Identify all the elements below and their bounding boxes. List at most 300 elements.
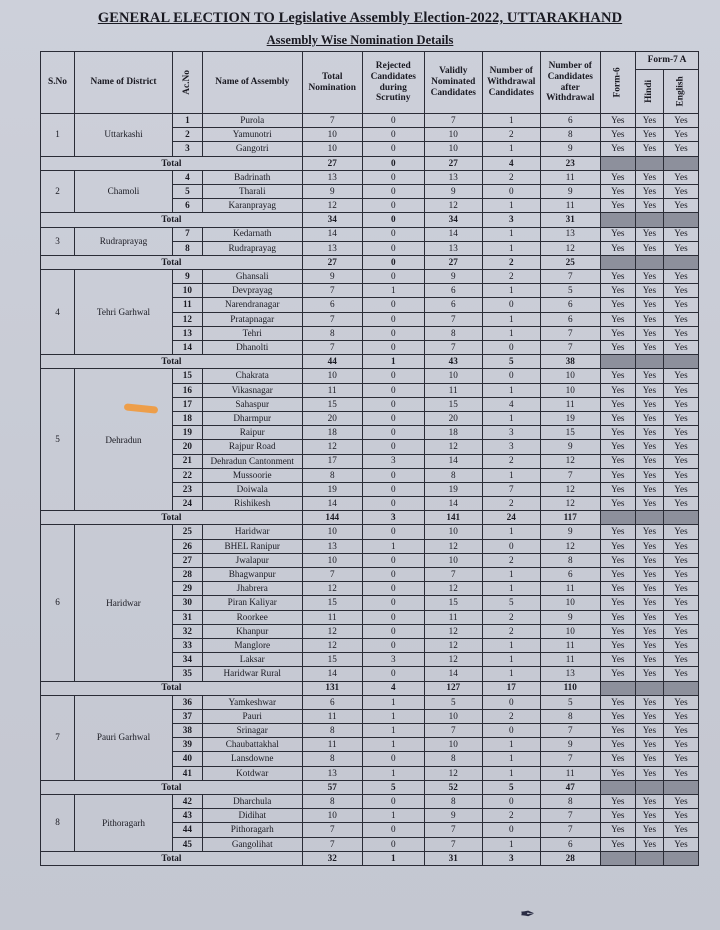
total-rejected: 1 [362, 851, 424, 865]
total-withdrawal: 4 [482, 156, 540, 170]
cell-total-nomination: 13 [302, 539, 362, 553]
cell-rejected: 1 [362, 539, 424, 553]
cell-assembly-name: Gangotri [202, 142, 302, 156]
cell-acno: 8 [173, 241, 203, 255]
header-hindi: Hindi [635, 70, 663, 114]
cell-assembly-name: Doiwala [202, 482, 302, 496]
cell-form7a-english: Yes [663, 426, 698, 440]
cell-assembly-name: Jwalapur [202, 553, 302, 567]
total-withdrawal: 24 [482, 511, 540, 525]
cell-after-withdrawal: 8 [540, 128, 600, 142]
shaded-cell [663, 851, 698, 865]
cell-acno: 31 [173, 610, 203, 624]
cell-form7a-hindi: Yes [635, 241, 663, 255]
cell-form7a-english: Yes [663, 454, 698, 468]
cell-assembly-name: Dhanolti [202, 341, 302, 355]
cell-form7a-hindi: Yes [635, 582, 663, 596]
cell-rejected: 0 [362, 568, 424, 582]
cell-total-nomination: 15 [302, 596, 362, 610]
cell-form7a-english: Yes [663, 667, 698, 681]
cell-withdrawal: 2 [482, 610, 540, 624]
cell-acno: 3 [173, 142, 203, 156]
cell-valid: 9 [424, 184, 482, 198]
cell-acno: 18 [173, 411, 203, 425]
cell-form6: Yes [600, 766, 635, 780]
cell-rejected: 0 [362, 823, 424, 837]
cell-acno: 25 [173, 525, 203, 539]
cell-acno: 41 [173, 766, 203, 780]
cell-assembly-name: Dharchula [202, 795, 302, 809]
cell-rejected: 0 [362, 326, 424, 340]
cell-assembly-name: Tehri [202, 326, 302, 340]
header-valid: Validly Nominated Candidates [424, 52, 482, 114]
cell-form7a-hindi: Yes [635, 525, 663, 539]
cell-form7a-english: Yes [663, 582, 698, 596]
cell-form6: Yes [600, 199, 635, 213]
cell-assembly-name: Pauri [202, 709, 302, 723]
cell-form7a-hindi: Yes [635, 227, 663, 241]
cell-form6: Yes [600, 369, 635, 383]
cell-acno: 1 [173, 114, 203, 128]
cell-form7a-hindi: Yes [635, 341, 663, 355]
cell-form7a-english: Yes [663, 114, 698, 128]
cell-rejected: 3 [362, 653, 424, 667]
cell-form7a-hindi: Yes [635, 369, 663, 383]
cell-form7a-english: Yes [663, 795, 698, 809]
district-name: Rudraprayag [75, 227, 173, 255]
cell-form6: Yes [600, 724, 635, 738]
cell-withdrawal: 1 [482, 326, 540, 340]
cell-withdrawal: 2 [482, 709, 540, 723]
cell-form7a-hindi: Yes [635, 738, 663, 752]
cell-withdrawal: 2 [482, 454, 540, 468]
total-total-nomination: 44 [302, 355, 362, 369]
cell-form6: Yes [600, 653, 635, 667]
cell-withdrawal: 1 [482, 752, 540, 766]
total-label: Total [41, 681, 303, 695]
cell-form6: Yes [600, 270, 635, 284]
cell-assembly-name: Didihat [202, 809, 302, 823]
cell-total-nomination: 15 [302, 653, 362, 667]
cell-withdrawal: 0 [482, 539, 540, 553]
shaded-cell [663, 355, 698, 369]
cell-form7a-english: Yes [663, 341, 698, 355]
cell-total-nomination: 11 [302, 610, 362, 624]
cell-total-nomination: 14 [302, 667, 362, 681]
cell-rejected: 1 [362, 738, 424, 752]
cell-acno: 44 [173, 823, 203, 837]
cell-form7a-hindi: Yes [635, 482, 663, 496]
cell-form7a-english: Yes [663, 653, 698, 667]
cell-valid: 14 [424, 667, 482, 681]
cell-withdrawal: 2 [482, 270, 540, 284]
cell-withdrawal: 1 [482, 582, 540, 596]
total-withdrawal: 3 [482, 213, 540, 227]
cell-valid: 15 [424, 397, 482, 411]
cell-assembly-name: Khanpur [202, 624, 302, 638]
shaded-cell [635, 681, 663, 695]
total-valid: 141 [424, 511, 482, 525]
cell-withdrawal: 1 [482, 312, 540, 326]
cell-valid: 10 [424, 142, 482, 156]
district-sno: 1 [41, 114, 75, 157]
cell-form7a-english: Yes [663, 170, 698, 184]
cell-form7a-hindi: Yes [635, 766, 663, 780]
cell-rejected: 0 [362, 752, 424, 766]
cell-after-withdrawal: 12 [540, 539, 600, 553]
cell-form7a-hindi: Yes [635, 553, 663, 567]
cell-valid: 13 [424, 170, 482, 184]
cell-form7a-hindi: Yes [635, 326, 663, 340]
cell-rejected: 0 [362, 341, 424, 355]
cell-valid: 11 [424, 610, 482, 624]
shaded-cell [635, 156, 663, 170]
cell-acno: 17 [173, 397, 203, 411]
cell-form6: Yes [600, 440, 635, 454]
cell-form7a-hindi: Yes [635, 383, 663, 397]
cell-form7a-english: Yes [663, 369, 698, 383]
total-rejected: 0 [362, 156, 424, 170]
cell-after-withdrawal: 7 [540, 724, 600, 738]
total-rejected: 0 [362, 255, 424, 269]
shaded-cell [635, 851, 663, 865]
cell-after-withdrawal: 10 [540, 383, 600, 397]
cell-assembly-name: Roorkee [202, 610, 302, 624]
cell-form7a-hindi: Yes [635, 667, 663, 681]
cell-rejected: 0 [362, 582, 424, 596]
cell-total-nomination: 9 [302, 184, 362, 198]
cell-assembly-name: Rudraprayag [202, 241, 302, 255]
district-sno: 8 [41, 795, 75, 852]
cell-form7a-hindi: Yes [635, 170, 663, 184]
cell-assembly-name: Lansdowne [202, 752, 302, 766]
cell-acno: 12 [173, 312, 203, 326]
total-total-nomination: 57 [302, 780, 362, 794]
total-after-withdrawal: 47 [540, 780, 600, 794]
cell-acno: 23 [173, 482, 203, 496]
cell-acno: 45 [173, 837, 203, 851]
cell-rejected: 0 [362, 298, 424, 312]
cell-acno: 4 [173, 170, 203, 184]
cell-withdrawal: 0 [482, 369, 540, 383]
table-row [41, 170, 699, 184]
cell-acno: 11 [173, 298, 203, 312]
cell-valid: 10 [424, 738, 482, 752]
cell-withdrawal: 0 [482, 184, 540, 198]
cell-form7a-hindi: Yes [635, 128, 663, 142]
cell-form7a-hindi: Yes [635, 709, 663, 723]
shaded-cell [663, 681, 698, 695]
shaded-cell [663, 511, 698, 525]
cell-form6: Yes [600, 241, 635, 255]
total-valid: 27 [424, 156, 482, 170]
cell-form7a-english: Yes [663, 440, 698, 454]
table-body [41, 114, 699, 866]
cell-valid: 10 [424, 525, 482, 539]
total-label: Total [41, 511, 303, 525]
cell-acno: 34 [173, 653, 203, 667]
cell-assembly-name: Yamkeshwar [202, 695, 302, 709]
cell-after-withdrawal: 7 [540, 326, 600, 340]
cell-valid: 8 [424, 326, 482, 340]
cell-form7a-english: Yes [663, 553, 698, 567]
cell-valid: 10 [424, 553, 482, 567]
cell-after-withdrawal: 12 [540, 454, 600, 468]
cell-assembly-name: Laksar [202, 653, 302, 667]
cell-withdrawal: 3 [482, 440, 540, 454]
cell-rejected: 0 [362, 624, 424, 638]
cell-after-withdrawal: 13 [540, 667, 600, 681]
cell-valid: 11 [424, 383, 482, 397]
cell-after-withdrawal: 9 [540, 142, 600, 156]
cell-assembly-name: Piran Kaliyar [202, 596, 302, 610]
cell-after-withdrawal: 6 [540, 837, 600, 851]
cell-acno: 6 [173, 199, 203, 213]
cell-assembly-name: Karanprayag [202, 199, 302, 213]
shaded-cell [635, 213, 663, 227]
cell-form7a-hindi: Yes [635, 638, 663, 652]
header-form7a: Form-7 A [635, 52, 698, 70]
cell-form7a-english: Yes [663, 199, 698, 213]
cell-form7a-english: Yes [663, 738, 698, 752]
shaded-cell [600, 681, 635, 695]
cell-after-withdrawal: 7 [540, 809, 600, 823]
cell-total-nomination: 17 [302, 454, 362, 468]
cell-assembly-name: Chakrata [202, 369, 302, 383]
cell-withdrawal: 2 [482, 624, 540, 638]
cell-total-nomination: 7 [302, 568, 362, 582]
cell-form7a-hindi: Yes [635, 454, 663, 468]
total-label: Total [41, 780, 303, 794]
total-after-withdrawal: 117 [540, 511, 600, 525]
cell-form7a-english: Yes [663, 326, 698, 340]
cell-acno: 2 [173, 128, 203, 142]
cell-rejected: 0 [362, 638, 424, 652]
cell-total-nomination: 10 [302, 369, 362, 383]
cell-total-nomination: 12 [302, 440, 362, 454]
header-total-nomination: Total Nomination [302, 52, 362, 114]
cell-acno: 43 [173, 809, 203, 823]
district-sno: 3 [41, 227, 75, 255]
cell-assembly-name: Mussoorie [202, 468, 302, 482]
cell-valid: 7 [424, 823, 482, 837]
total-valid: 27 [424, 255, 482, 269]
shaded-cell [600, 156, 635, 170]
cell-after-withdrawal: 7 [540, 468, 600, 482]
district-sno: 5 [41, 369, 75, 511]
total-label: Total [41, 255, 303, 269]
header-sno: S.No [41, 52, 75, 114]
cell-rejected: 1 [362, 809, 424, 823]
cell-assembly-name: Kedarnath [202, 227, 302, 241]
cell-after-withdrawal: 15 [540, 426, 600, 440]
cell-assembly-name: Pithoragarh [202, 823, 302, 837]
cell-rejected: 0 [362, 667, 424, 681]
cell-valid: 12 [424, 624, 482, 638]
cell-form6: Yes [600, 823, 635, 837]
cell-valid: 7 [424, 341, 482, 355]
cell-rejected: 0 [362, 397, 424, 411]
cell-form7a-english: Yes [663, 482, 698, 496]
cell-assembly-name: Kotdwar [202, 766, 302, 780]
cell-form7a-english: Yes [663, 142, 698, 156]
total-total-nomination: 27 [302, 255, 362, 269]
total-withdrawal: 5 [482, 780, 540, 794]
cell-form6: Yes [600, 411, 635, 425]
total-valid: 31 [424, 851, 482, 865]
cell-rejected: 0 [362, 369, 424, 383]
cell-rejected: 1 [362, 724, 424, 738]
cell-after-withdrawal: 7 [540, 341, 600, 355]
cell-valid: 12 [424, 766, 482, 780]
cell-form6: Yes [600, 610, 635, 624]
cell-valid: 10 [424, 369, 482, 383]
cell-form7a-english: Yes [663, 568, 698, 582]
cell-form7a-english: Yes [663, 539, 698, 553]
cell-rejected: 0 [362, 497, 424, 511]
cell-form6: Yes [600, 553, 635, 567]
cell-form6: Yes [600, 482, 635, 496]
cell-after-withdrawal: 8 [540, 795, 600, 809]
cell-total-nomination: 9 [302, 270, 362, 284]
cell-total-nomination: 14 [302, 227, 362, 241]
cell-withdrawal: 1 [482, 525, 540, 539]
cell-total-nomination: 12 [302, 638, 362, 652]
cell-form6: Yes [600, 142, 635, 156]
cell-withdrawal: 0 [482, 341, 540, 355]
cell-valid: 14 [424, 227, 482, 241]
cell-after-withdrawal: 7 [540, 752, 600, 766]
cell-after-withdrawal: 6 [540, 312, 600, 326]
cell-form6: Yes [600, 341, 635, 355]
cell-after-withdrawal: 9 [540, 738, 600, 752]
cell-form6: Yes [600, 227, 635, 241]
cell-withdrawal: 0 [482, 724, 540, 738]
cell-form7a-english: Yes [663, 184, 698, 198]
cell-withdrawal: 0 [482, 795, 540, 809]
cell-total-nomination: 10 [302, 809, 362, 823]
cell-withdrawal: 1 [482, 766, 540, 780]
cell-withdrawal: 4 [482, 397, 540, 411]
cell-after-withdrawal: 12 [540, 482, 600, 496]
cell-form7a-hindi: Yes [635, 312, 663, 326]
cell-form7a-english: Yes [663, 709, 698, 723]
cell-valid: 7 [424, 837, 482, 851]
cell-assembly-name: Gangolihat [202, 837, 302, 851]
cell-withdrawal: 0 [482, 823, 540, 837]
cell-form6: Yes [600, 525, 635, 539]
cell-rejected: 0 [362, 270, 424, 284]
cell-valid: 14 [424, 497, 482, 511]
cell-withdrawal: 7 [482, 482, 540, 496]
table-row [41, 525, 699, 539]
total-label: Total [41, 213, 303, 227]
cell-assembly-name: Manglore [202, 638, 302, 652]
cell-acno: 30 [173, 596, 203, 610]
district-name: Tehri Garhwal [75, 270, 173, 355]
cell-form7a-english: Yes [663, 596, 698, 610]
total-rejected: 4 [362, 681, 424, 695]
cell-withdrawal: 1 [482, 383, 540, 397]
cell-valid: 12 [424, 539, 482, 553]
cell-form7a-hindi: Yes [635, 468, 663, 482]
cell-after-withdrawal: 11 [540, 653, 600, 667]
cell-form7a-english: Yes [663, 809, 698, 823]
cell-form6: Yes [600, 497, 635, 511]
cell-form6: Yes [600, 709, 635, 723]
cell-form7a-hindi: Yes [635, 724, 663, 738]
cell-total-nomination: 12 [302, 582, 362, 596]
district-name: Haridwar [75, 525, 173, 681]
cell-assembly-name: Dharmpur [202, 411, 302, 425]
cell-withdrawal: 1 [482, 653, 540, 667]
table-row [41, 369, 699, 383]
cell-assembly-name: Bhagwanpur [202, 568, 302, 582]
total-valid: 34 [424, 213, 482, 227]
cell-form7a-english: Yes [663, 766, 698, 780]
cell-withdrawal: 5 [482, 596, 540, 610]
cell-valid: 20 [424, 411, 482, 425]
cell-after-withdrawal: 5 [540, 695, 600, 709]
total-total-nomination: 27 [302, 156, 362, 170]
total-valid: 43 [424, 355, 482, 369]
cell-form7a-hindi: Yes [635, 596, 663, 610]
cell-assembly-name: Raipur [202, 426, 302, 440]
cell-total-nomination: 13 [302, 241, 362, 255]
cell-after-withdrawal: 10 [540, 369, 600, 383]
cell-assembly-name: Yamunotri [202, 128, 302, 142]
cell-rejected: 0 [362, 184, 424, 198]
cell-acno: 19 [173, 426, 203, 440]
cell-assembly-name: Dehradun Cantonment [202, 454, 302, 468]
cell-rejected: 0 [362, 837, 424, 851]
cell-form7a-english: Yes [663, 241, 698, 255]
cell-valid: 8 [424, 468, 482, 482]
cell-rejected: 0 [362, 468, 424, 482]
cell-form7a-english: Yes [663, 128, 698, 142]
shaded-cell [635, 780, 663, 794]
cell-valid: 10 [424, 128, 482, 142]
total-total-nomination: 32 [302, 851, 362, 865]
cell-form6: Yes [600, 284, 635, 298]
cell-form6: Yes [600, 326, 635, 340]
cell-valid: 6 [424, 284, 482, 298]
cell-form7a-hindi: Yes [635, 752, 663, 766]
cell-form7a-english: Yes [663, 383, 698, 397]
cell-form7a-hindi: Yes [635, 610, 663, 624]
cell-withdrawal: 1 [482, 227, 540, 241]
cell-acno: 26 [173, 539, 203, 553]
total-row [41, 213, 699, 227]
cell-rejected: 0 [362, 553, 424, 567]
cell-withdrawal: 1 [482, 142, 540, 156]
cell-after-withdrawal: 9 [540, 184, 600, 198]
table-row [41, 795, 699, 809]
cell-form6: Yes [600, 568, 635, 582]
total-row [41, 355, 699, 369]
total-label: Total [41, 851, 303, 865]
cell-assembly-name: Rishikesh [202, 497, 302, 511]
document-subtitle: Assembly Wise Nomination Details [266, 33, 454, 47]
cell-rejected: 0 [362, 312, 424, 326]
cell-total-nomination: 7 [302, 823, 362, 837]
cell-total-nomination: 10 [302, 128, 362, 142]
shaded-cell [600, 213, 635, 227]
cell-rejected: 0 [362, 440, 424, 454]
cell-rejected: 0 [362, 383, 424, 397]
cell-acno: 27 [173, 553, 203, 567]
cell-withdrawal: 1 [482, 114, 540, 128]
